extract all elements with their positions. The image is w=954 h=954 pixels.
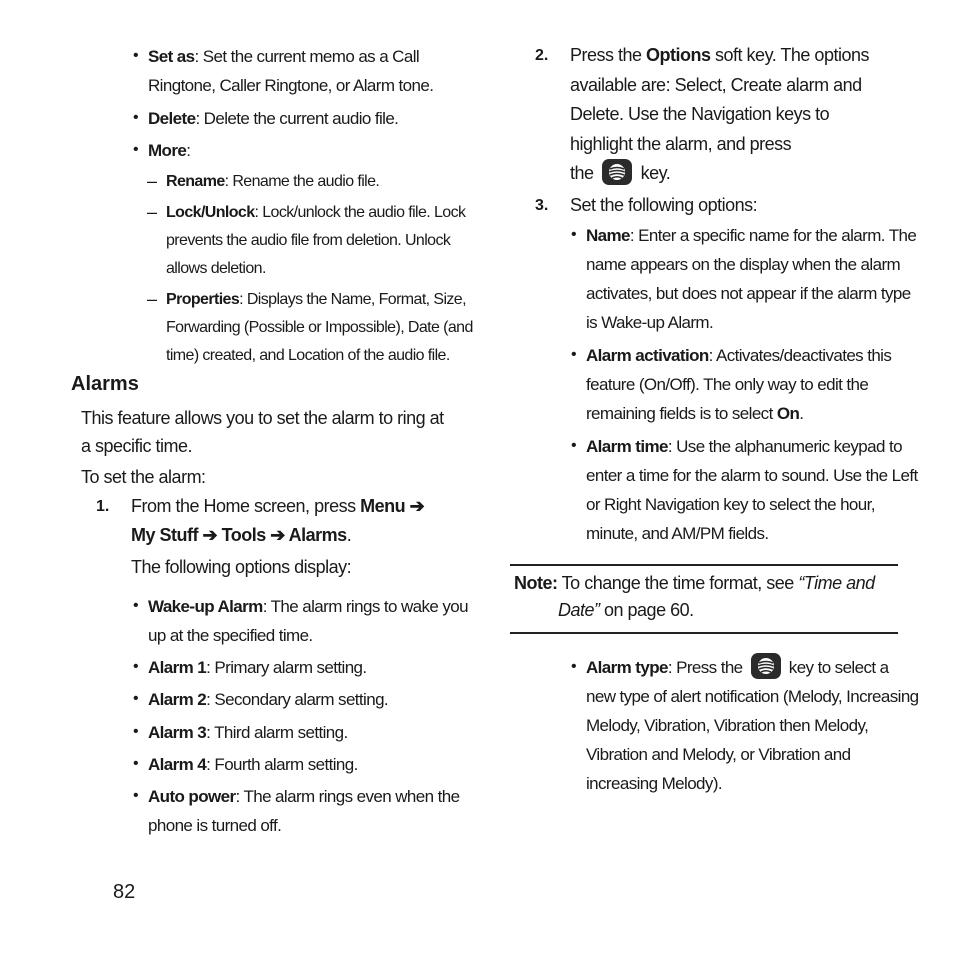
- note-text: To change the time format, see: [557, 573, 799, 593]
- options-display-text: The following options display:: [131, 557, 352, 577]
- lock-item: [166, 199, 465, 283]
- bullet: •: [133, 109, 139, 126]
- alarm1-item: [148, 653, 367, 682]
- alarm-activation-desc-2: feature (On/Off). The only way to edit the: [586, 375, 869, 394]
- alarm-type-text-b: key to select a: [788, 658, 889, 677]
- step-2-text-b: soft key. The options: [710, 45, 869, 65]
- lock-desc-3: allows deletion.: [166, 260, 266, 277]
- properties-desc-3: time) created, and Location of the audio file.: [166, 347, 450, 364]
- more-term: More: [148, 141, 187, 160]
- step-2-line-2: available are: Select, Create alarm and: [570, 74, 862, 95]
- step-2-text: Press the: [570, 45, 647, 65]
- autopower-desc: : The alarm rings even when the: [235, 787, 460, 806]
- alarm4-desc: : Fourth alarm setting.: [206, 755, 358, 774]
- to-set-text: To set the alarm:: [81, 467, 206, 487]
- step-2-line-4: highlight the alarm, and press: [570, 133, 792, 154]
- alarm-type-desc-5: increasing Melody).: [586, 774, 722, 793]
- wakeup-desc: : The alarm rings to wake you: [262, 597, 468, 616]
- more-item: [148, 136, 190, 165]
- step-2: [570, 41, 869, 189]
- alarm-activation-period: .: [799, 404, 804, 423]
- alarm4-term: Alarm 4: [148, 755, 207, 774]
- alarm-time-desc: : Use the alphanumeric keypad to: [667, 437, 902, 456]
- alarm3-term: Alarm 3: [148, 723, 207, 742]
- alarm-time-desc-3: or Right Navigation key to select the hour,: [586, 495, 875, 514]
- bullet: •: [133, 597, 139, 614]
- step-2-key: key.: [640, 163, 671, 183]
- page-number: 82: [113, 881, 136, 903]
- set-as-desc: : Set the current memo as a Call: [194, 47, 420, 66]
- alarm-time-term: Alarm time: [586, 437, 668, 456]
- dash: –: [147, 202, 157, 222]
- bullet: •: [133, 47, 139, 64]
- intro-line-1: This feature allows you to set the alarm to ring at: [81, 408, 444, 428]
- att-globe-key-icon: [602, 159, 632, 185]
- rename-item: [166, 168, 379, 196]
- delete-desc: : Delete the current audio file.: [195, 109, 399, 128]
- bullet: •: [133, 658, 139, 675]
- alarm2-item: [148, 685, 388, 714]
- name-term: Name: [586, 226, 630, 245]
- name-desc-3: activates, but does not appear if the alarm type: [586, 284, 911, 303]
- dash: –: [147, 289, 157, 309]
- section-heading: Alarms: [71, 373, 139, 395]
- rename-desc: : Rename the audio file.: [224, 173, 380, 190]
- bullet: •: [133, 141, 139, 158]
- step-1-period: .: [346, 525, 352, 545]
- properties-item: [166, 286, 473, 370]
- note-bottom-rule: [510, 632, 898, 634]
- alarm-type-term: Alarm type: [586, 658, 668, 677]
- autopower-desc-2: phone is turned off.: [148, 816, 282, 835]
- note-block: [514, 570, 875, 624]
- alarm3-desc: : Third alarm setting.: [206, 723, 348, 742]
- rename-term: Rename: [166, 173, 225, 190]
- note-label: Note:: [514, 573, 558, 593]
- step-2-options: Options: [646, 45, 711, 65]
- step-3: Set the following options:: [570, 195, 758, 215]
- wakeup-desc-2: up at the specified time.: [148, 626, 313, 645]
- wakeup-term: Wake-up Alarm: [148, 597, 263, 616]
- step-number: 1.: [96, 498, 110, 515]
- name-desc-2: name appears on the display when the alarm: [586, 255, 901, 274]
- delete-item: [148, 104, 398, 133]
- alarm-activation-desc-3: remaining fields is to select: [586, 404, 777, 423]
- att-globe-key-icon: [751, 653, 781, 679]
- alarm4-item: [148, 750, 358, 779]
- name-desc: : Enter a specific name for the alarm. The: [629, 226, 917, 245]
- bullet: •: [571, 226, 577, 243]
- bullet: •: [133, 690, 139, 707]
- properties-desc-2: Forwarding (Possible or Impossible), Date (and: [166, 319, 473, 336]
- bullet: •: [571, 658, 577, 675]
- alarm-type-desc-4: Vibration and Melody, or Vibration and: [586, 745, 851, 764]
- alarm-activation-desc: : Activates/deactivates this: [708, 346, 892, 365]
- step-number: 3.: [535, 197, 549, 214]
- wakeup-item: [148, 592, 468, 650]
- alarm2-term: Alarm 2: [148, 690, 207, 709]
- alarm-activation-on: On: [776, 404, 800, 423]
- alarm2-desc: : Secondary alarm setting.: [206, 690, 389, 709]
- alarm-time-item: [586, 432, 918, 548]
- alarm-type-item: [586, 653, 919, 798]
- alarm-activation-item: [586, 341, 891, 428]
- bullet: •: [571, 437, 577, 454]
- alarm-time-desc-2: enter a time for the alarm to sound. Use the Left: [586, 466, 918, 485]
- alarm-type-desc-3: Melody, Vibration, Vibration then Melody,: [586, 716, 869, 735]
- alarm-type-text: : Press the: [667, 658, 743, 677]
- note-text-b: on page 60.: [599, 600, 694, 620]
- alarm1-term: Alarm 1: [148, 658, 207, 677]
- lock-desc: : Lock/unlock the audio file. Lock: [254, 204, 466, 221]
- alarm-activation-term: Alarm activation: [586, 346, 709, 365]
- bullet: •: [571, 346, 577, 363]
- bullet: •: [133, 723, 139, 740]
- set-as-item: [148, 42, 433, 100]
- step-1-path: My Stuff ➔ Tools ➔ Alarms: [131, 525, 347, 545]
- lock-desc-2: prevents the audio file from deletion. Unlock: [166, 232, 451, 249]
- set-as-desc-2: Ringtone, Caller Ringtone, or Alarm tone.: [148, 76, 434, 95]
- autopower-item: [148, 782, 459, 840]
- bullet: •: [133, 755, 139, 772]
- lock-term: Lock/Unlock: [166, 204, 255, 221]
- autopower-term: Auto power: [148, 787, 236, 806]
- delete-term: Delete: [148, 109, 196, 128]
- step-2-line-3: Delete. Use the Navigation keys to: [570, 104, 830, 124]
- step-1: [131, 492, 424, 550]
- properties-term: Properties: [166, 291, 240, 308]
- step-1-menu: Menu ➔: [360, 496, 425, 516]
- intro-paragraph: [81, 404, 444, 460]
- alarm-type-desc-2: new type of alert notification (Melody, Increasing: [586, 687, 919, 706]
- note-link[interactable]: “Time and: [798, 573, 875, 593]
- alarm1-desc: : Primary alarm setting.: [206, 658, 367, 677]
- bullet: •: [133, 787, 139, 804]
- name-item: [586, 221, 916, 337]
- step-1-text: From the Home screen, press: [131, 496, 361, 516]
- intro-line-2: a specific time.: [81, 436, 193, 456]
- dash: –: [147, 171, 157, 191]
- alarm-time-desc-4: minute, and AM/PM fields.: [586, 524, 769, 543]
- more-colon: :: [186, 141, 191, 160]
- step-2-the: the: [570, 163, 594, 183]
- name-desc-4: is Wake-up Alarm.: [586, 313, 714, 332]
- note-link-2[interactable]: Date”: [558, 600, 600, 620]
- properties-desc: : Displays the Name, Format, Size,: [239, 291, 466, 308]
- alarm3-item: [148, 718, 348, 747]
- step-number: 2.: [535, 47, 549, 64]
- note-top-rule: [510, 564, 898, 566]
- set-as-term: Set as: [148, 47, 195, 66]
